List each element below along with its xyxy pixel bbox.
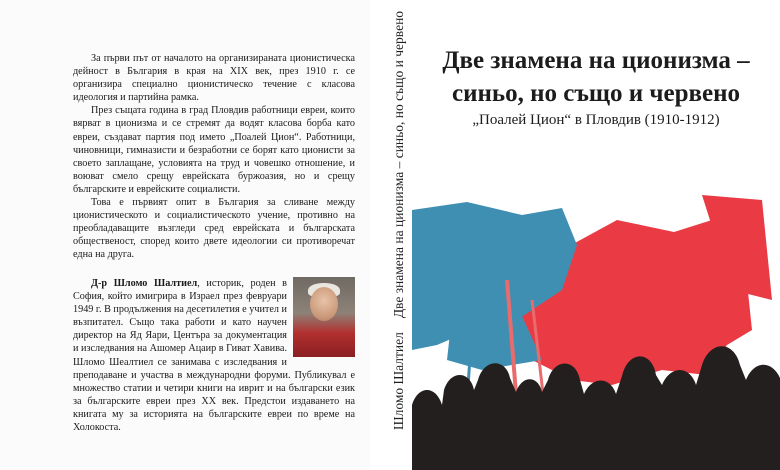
book-title-line-2: синьо, но също и червено xyxy=(451,80,741,107)
blurb-paragraph: За първи път от началото на организираната ционистическа дейност в България в края на XIX век, през 1910 г. се организира специално ционистическо течение с класова идеология и партийна рамка. xyxy=(73,53,355,104)
book-spine xyxy=(370,0,412,470)
back-cover xyxy=(0,0,370,470)
author-name: Д-р Шломо Шалтиел xyxy=(91,278,198,289)
book-title-line-1: Две знамена на ционизма – xyxy=(442,47,750,74)
spine-author: Шломо Шалтиел xyxy=(391,332,406,430)
book-subtitle: „Поалей Цион“ в Пловдив (1910-1912) xyxy=(472,112,720,128)
crowd-base xyxy=(412,420,780,470)
blurb-paragraph: Това е първият опит в България за сливане между ционистическото и социалистическото учение, противно на преобладаващите възгледи сред еврейската и българската общественост, според които двете идеологии си противоречат една на друга. xyxy=(73,197,355,261)
spine-title: Две знамена на ционизма – синьо, но също и червено xyxy=(391,10,406,319)
blurb-paragraph: През същата година в град Пловдив работници евреи, които вярват в ционизма и се стремят да водят класова борба като евреи, създават партия под името „Поалей Цион“. Работници, чиновници, гимназисти и безработни се борят като ционисти за своето заплащане, условията на труд и човешко отношение, и воюват смело срещу еврейската буржоазия, но и срещу българските и еврейските социалисти. xyxy=(73,105,355,195)
spine-text xyxy=(391,11,407,430)
author-bio xyxy=(73,277,355,434)
cover-illustration xyxy=(412,180,780,470)
author-bio-text: , историк, роден в София, който имигрира в Израел през февруари 1949 г. В продължения на десетилетия е учител и възпитател. Също така работи и като научен директор на Яд Яари, Центъра за документация и изследвания на Ашомер Ацаир в Гиват Хавива. Шломо Шеалтиел се занимава с изследвания и преподаване и участва в международни форуми. Публикувал е множество статии и четири книги на иврит и на български език за българските евреи през XX век. Предстои издаването на книгата му за историята на българските евреи по време на Холокоста. xyxy=(73,278,355,434)
book-title xyxy=(412,44,780,110)
author-photo xyxy=(293,277,355,357)
front-cover xyxy=(412,0,780,470)
back-cover-blurb xyxy=(73,52,355,262)
